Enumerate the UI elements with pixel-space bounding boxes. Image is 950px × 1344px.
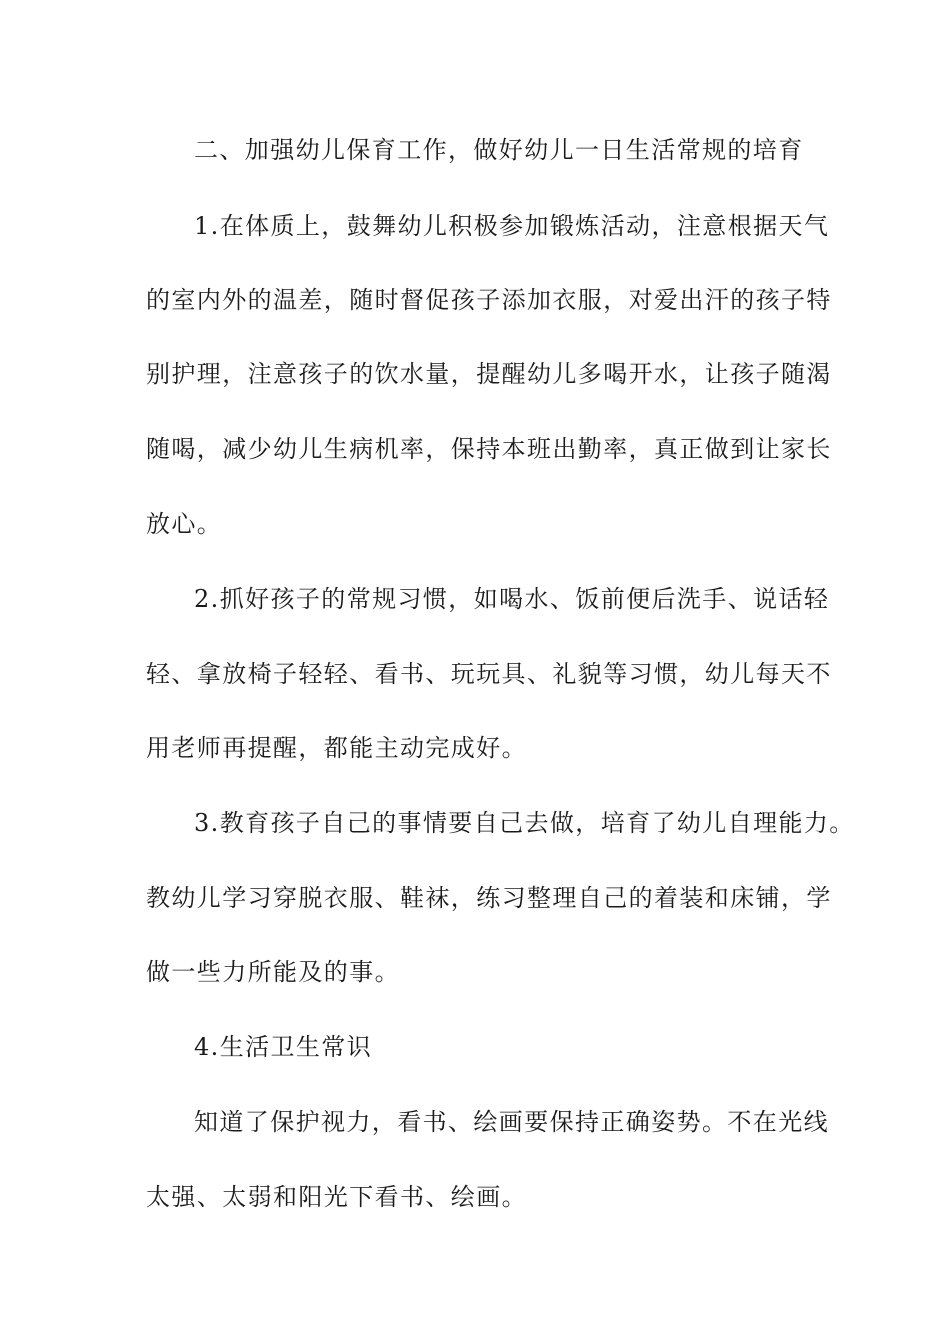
paragraph-1-line-1: 1.在体质上，鼓舞幼儿积极参加锻炼活动，注意根据天气 [194,212,830,240]
paragraph-4-heading: 4.生活卫生常识 [194,1033,373,1061]
paragraph-5-line-2: 太强、太弱和阳光下看书、绘画。 [146,1183,527,1211]
paragraph-1-line-4: 随喝，减少幼儿生病机率，保持本班出勤率，真正做到让家长 [146,435,832,463]
paragraph-3-line-2: 教幼儿学习穿脱衣服、鞋袜，练习整理自己的着装和床铺，学 [146,884,832,912]
paragraph-3-line-3: 做一些力所能及的事。 [146,958,400,986]
section-heading: 二、加强幼儿保育工作，做好幼儿一日生活常规的培育 [194,136,804,164]
paragraph-2-line-1: 2.抓好孩子的常规习惯，如喝水、饭前便后洗手、说话轻 [194,585,830,613]
paragraph-2-line-3: 用老师再提醒，都能主动完成好。 [146,734,527,762]
paragraph-1-line-2: 的室内外的温差，随时督促孩子添加衣服，对爱出汗的孩子特 [146,286,832,314]
paragraph-1-line-5: 放心。 [146,510,223,538]
paragraph-1-line-3: 别护理，注意孩子的饮水量，提醒幼儿多喝开水，让孩子随渴 [146,360,832,388]
paragraph-3-line-1: 3.教育孩子自己的事情要自己去做，培育了幼儿自理能力。 [194,809,855,837]
paragraph-5-line-1: 知道了保护视力，看书、绘画要保持正确姿势。不在光线 [194,1108,829,1136]
paragraph-2-line-2: 轻、拿放椅子轻轻、看书、玩玩具、礼貌等习惯，幼儿每天不 [146,660,832,688]
